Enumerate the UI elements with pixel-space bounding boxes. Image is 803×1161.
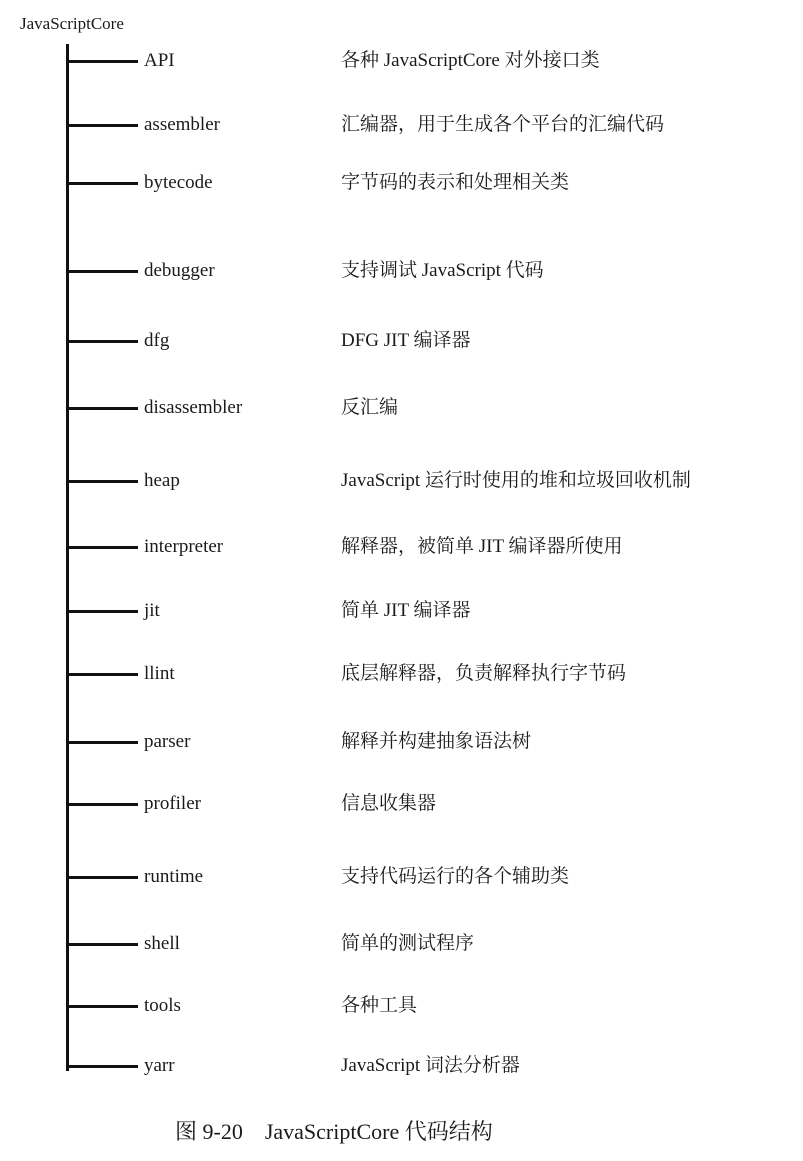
branch-line [66,60,138,63]
directory-description: 各种工具 [341,995,418,1016]
directory-name: heap [144,470,180,491]
branch-line [66,124,138,127]
directory-name: yarr [144,1055,175,1076]
directory-description: 支持调试 JavaScript 代码 [341,260,544,281]
directory-name: tools [144,995,181,1016]
branch-line [66,876,138,879]
directory-description: 汇编器，用于生成各个平台的汇编代码 [341,114,665,135]
tree-node-interpreter [66,532,766,562]
branch-line [66,407,138,410]
tree-node-heap [66,466,766,496]
directory-description: JavaScript 运行时使用的堆和垃圾回收机制 [341,470,691,491]
tree-node-api [66,46,766,76]
figure-number: 图 9-20 [175,1119,243,1144]
branch-line [66,673,138,676]
root-node-label: JavaScriptCore [20,14,124,33]
branch-line [66,1005,138,1008]
directory-name: dfg [144,330,170,351]
directory-description: 解释并构建抽象语法树 [341,731,532,752]
tree-node-profiler [66,789,766,819]
directory-name: disassembler [144,397,243,418]
branch-line [66,610,138,613]
tree-node-disassembler [66,393,766,423]
directory-name: jit [144,600,160,621]
figure-title: JavaScriptCore 代码结构 [264,1119,493,1144]
directory-description: JavaScript 词法分析器 [341,1055,520,1076]
tree-node-assembler [66,110,766,140]
tree-node-llint [66,659,766,689]
branch-line [66,182,138,185]
directory-name: profiler [144,793,201,814]
tree-node-debugger [66,256,766,286]
directory-description: 字节码的表示和处理相关类 [341,172,570,193]
directory-description: 信息收集器 [341,793,437,814]
tree-node-yarr [66,1051,766,1081]
figure-caption [0,1115,803,1146]
tree-node-dfg [66,326,766,356]
branch-line [66,546,138,549]
directory-description: 反汇编 [341,397,399,418]
tree-node-runtime [66,862,766,892]
directory-description: 支持代码运行的各个辅助类 [341,866,570,887]
directory-name: shell [144,933,180,954]
directory-name: llint [144,663,175,684]
directory-name: API [144,50,175,71]
branch-line [66,943,138,946]
directory-name: parser [144,731,191,752]
tree-node-bytecode [66,168,766,198]
branch-line [66,1065,138,1068]
directory-description: 底层解释器，负责解释执行字节码 [341,663,627,684]
directory-description: 解释器，被简单 JIT 编译器所使用 [341,536,623,557]
directory-description: 简单 JIT 编译器 [341,600,471,621]
branch-line [66,803,138,806]
directory-name: interpreter [144,536,224,557]
directory-name: debugger [144,260,215,281]
tree-node-tools [66,991,766,1021]
tree-node-jit [66,596,766,626]
directory-name: assembler [144,114,220,135]
branch-line [66,340,138,343]
directory-description: 各种 JavaScriptCore 对外接口类 [341,50,600,71]
directory-description: DFG JIT 编译器 [341,330,471,351]
branch-line [66,741,138,744]
branch-line [66,270,138,273]
directory-name: runtime [144,866,204,887]
tree-node-parser [66,727,766,757]
tree-node-shell [66,929,766,959]
directory-name: bytecode [144,172,213,193]
directory-description: 简单的测试程序 [341,933,475,954]
branch-line [66,480,138,483]
